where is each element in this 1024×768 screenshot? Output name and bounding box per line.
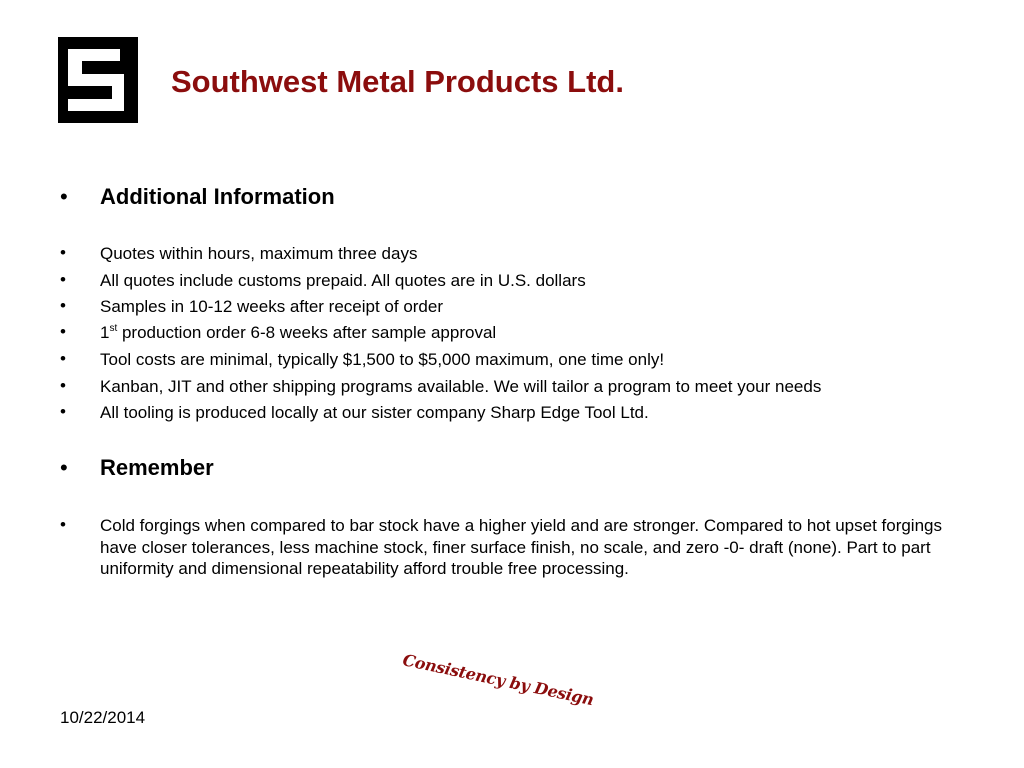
bullet-marker: • [60,376,66,395]
bullet-marker: • [60,515,66,534]
list-item-text: All quotes include customs prepaid. All quotes are in U.S. dollars [100,271,586,290]
bullet-marker: • [60,270,66,289]
ordinal-suffix: st [109,323,118,334]
bullet-marker: • [60,455,68,480]
bullet-marker: • [60,402,66,421]
list-item-text-rest: production order 6-8 weeks after sample approval [117,323,497,342]
ordinal-number: 1 [100,323,110,342]
bullet-marker: • [60,322,66,341]
s-logo-icon [58,37,138,123]
section-heading-remember: Remember [100,455,214,480]
tagline: Consistency by Design [401,650,596,710]
bullet-marker: • [60,243,66,262]
list-item-text: Tool costs are minimal, typically $1,500 to $5,000 maximum, one time only! [100,350,665,369]
list-item-text: Cold forgings when compared to bar stock have a higher yield and are stronger. Compared to hot upset forgings have closer tolerances, less machine stock, finer surface finish, no scale, and zero -0- draft (none). Part to part uniformity and dimensional repeatability afford trouble free processing. [100,516,942,578]
section-heading-additional-information: Additional Information [100,184,335,209]
list-item-text [100,322,964,344]
list-item-text: Quotes within hours, maximum three days [100,244,418,263]
list-item-text: All tooling is produced locally at our sister company Sharp Edge Tool Ltd. [100,403,649,422]
bullet-marker: • [60,349,66,368]
list-item-text: Samples in 10-12 weeks after receipt of order [100,297,444,316]
bullet-marker: • [60,184,68,209]
company-name: Southwest Metal Products Ltd. [171,64,624,99]
bullet-marker: • [60,296,66,315]
list-item-text: Kanban, JIT and other shipping programs available. We will tailor a program to meet your needs [100,377,822,396]
footer-date: 10/22/2014 [60,708,146,727]
